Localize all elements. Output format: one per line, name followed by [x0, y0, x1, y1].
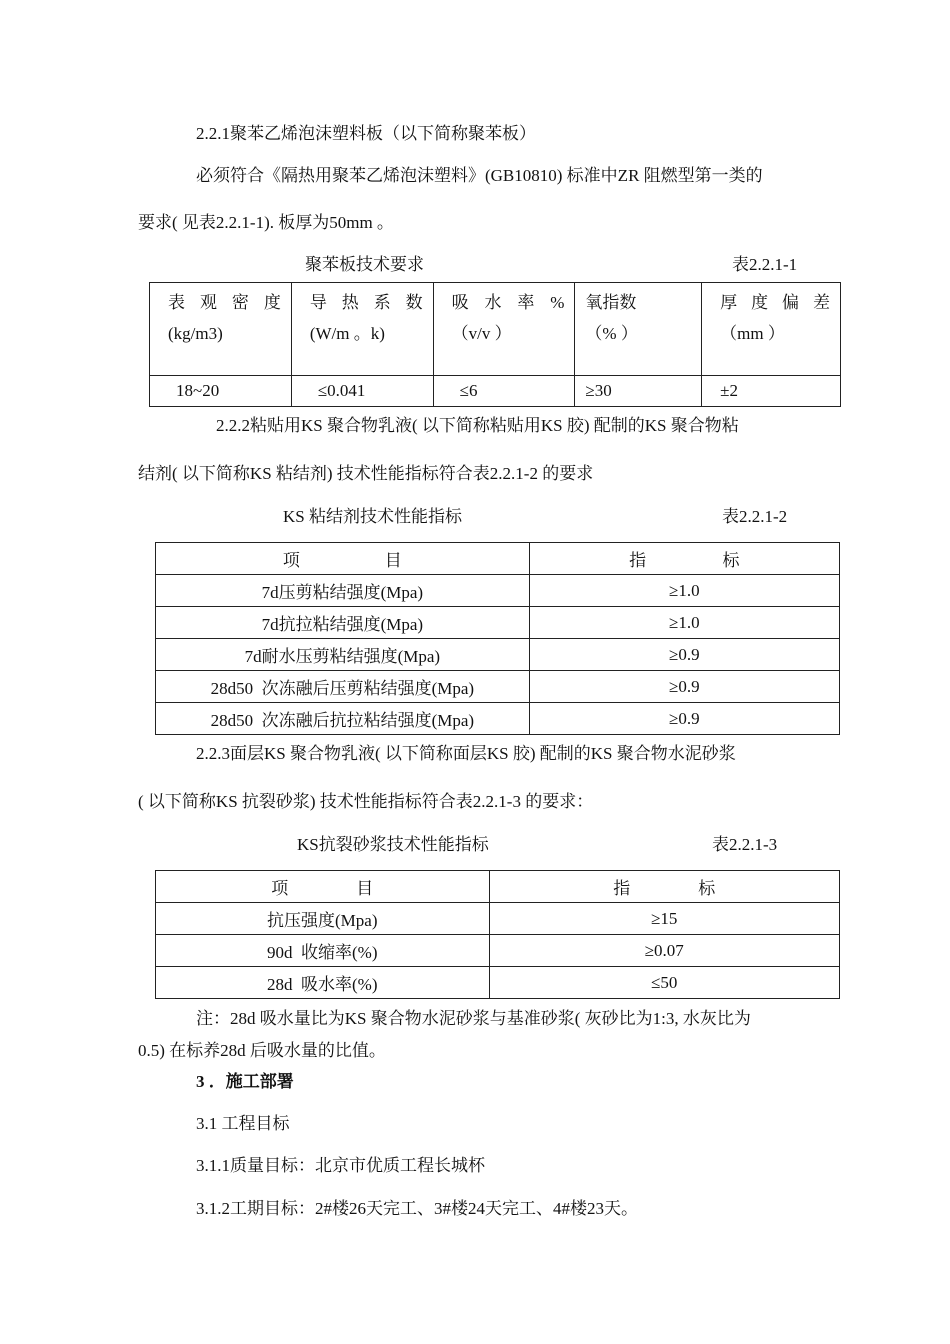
table1-value-conductivity: ≤0.041	[291, 376, 433, 407]
table1-caption: 聚苯板技术要求	[305, 255, 424, 274]
table1-header-density: 表观密度 (kg/m3)	[150, 283, 292, 376]
section-3-1-heading: 3.1 工程目标	[196, 1114, 290, 1133]
table2-value: ≥0.9	[529, 639, 839, 671]
para-2-2-1-line2: 要求( 见表2.2.1-1). 板厚为50mm 。	[138, 213, 394, 232]
note-line2: 0.5) 在标养28d 后吸水量的比值。	[138, 1041, 386, 1060]
table1-header-oxygen-index: 氧指数 （% ）	[575, 283, 702, 376]
table2-value: ≥1.0	[529, 575, 839, 607]
para-2-2-1-line1: 必须符合《隔热用聚苯乙烯泡沫塑料》(GB10810) 标准中ZR 阻燃型第一类的	[196, 166, 763, 185]
table1-header-thickness: 厚度偏差 （mm ）	[702, 283, 841, 376]
table1-value-thickness: ±2	[702, 376, 841, 407]
table-row	[156, 607, 840, 639]
table3-number: 表2.2.1-3	[712, 835, 778, 854]
table3-item: 90d 收缩率(%)	[156, 935, 490, 967]
table2-number: 表2.2.1-2	[722, 507, 788, 526]
table2-item: 28d50 次冻融后抗拉粘结强度(Mpa)	[156, 703, 530, 735]
table1-header-row	[150, 283, 841, 376]
table3-value: ≤50	[489, 967, 839, 999]
table2-item: 7d压剪粘结强度(Mpa)	[156, 575, 530, 607]
para-2-2-3-line1: 2.2.3面层KS 聚合物乳液( 以下简称面层KS 胶) 配制的KS 聚合物水泥砂浆	[196, 744, 736, 763]
table-ks-mortar-indicators	[155, 870, 840, 999]
para-2-2-2-line1: 2.2.2粘贴用KS 聚合物乳液( 以下简称粘贴用KS 胶) 配制的KS 聚合物粘	[216, 416, 739, 435]
table3-header-index: 指 标	[489, 871, 839, 903]
note-line1: 注：28d 吸水量比为KS 聚合物水泥砂浆与基准砂浆( 灰砂比为1:3, 水灰比为	[196, 1009, 751, 1028]
section-3-1-2-text: 3.1.2工期目标：2#楼26天完工、3#楼24天完工、4#楼23天。	[196, 1199, 638, 1218]
table3-item: 抗压强度(Mpa)	[156, 903, 490, 935]
para-2-2-2-line2: 结剂( 以下简称KS 粘结剂) 技术性能指标符合表2.2.1-2 的要求	[138, 464, 594, 483]
table3-header-item: 项 目	[156, 871, 490, 903]
table-row	[156, 575, 840, 607]
table1-data-row	[150, 376, 841, 407]
table3-item: 28d 吸水率(%)	[156, 967, 490, 999]
table2-value: ≥0.9	[529, 671, 839, 703]
table2-item: 7d抗拉粘结强度(Mpa)	[156, 607, 530, 639]
table1-header-absorption: 吸水率% （v/v ）	[433, 283, 575, 376]
table2-item: 28d50 次冻融后压剪粘结强度(Mpa)	[156, 671, 530, 703]
table-row	[156, 935, 840, 967]
table1-number: 表2.2.1-1	[732, 255, 798, 274]
section-3-heading: 3 ．施工部署	[196, 1072, 294, 1091]
table2-value: ≥0.9	[529, 703, 839, 735]
table2-caption: KS 粘结剂技术性能指标	[283, 507, 462, 526]
table-polystyrene-requirements	[149, 282, 841, 407]
para-2-2-1-title: 2.2.1聚苯乙烯泡沫塑料板（以下简称聚苯板）	[196, 124, 536, 143]
table-row	[156, 967, 840, 999]
table-row	[156, 903, 840, 935]
table3-caption: KS抗裂砂浆技术性能指标	[297, 835, 489, 854]
table2-header-item: 项 目	[156, 543, 530, 575]
table2-value: ≥1.0	[529, 607, 839, 639]
table1-value-absorption: ≤6	[433, 376, 575, 407]
table-row	[156, 671, 840, 703]
table2-item: 7d耐水压剪粘结强度(Mpa)	[156, 639, 530, 671]
table1-value-density: 18~20	[150, 376, 292, 407]
table2-header-index: 指 标	[529, 543, 839, 575]
table-row	[156, 639, 840, 671]
table3-header-row	[156, 871, 840, 903]
table-ks-adhesive-indicators	[155, 542, 840, 735]
para-2-2-3-line2: ( 以下简称KS 抗裂砂浆) 技术性能指标符合表2.2.1-3 的要求：	[138, 792, 594, 811]
table1-header-conductivity: 导热系数 (W/m 。k)	[291, 283, 433, 376]
table1-value-oxygen-index: ≥30	[575, 376, 702, 407]
section-3-1-1-text: 3.1.1质量目标：北京市优质工程长城杯	[196, 1156, 485, 1175]
table3-value: ≥0.07	[489, 935, 839, 967]
table2-header-row	[156, 543, 840, 575]
table3-value: ≥15	[489, 903, 839, 935]
table-row	[156, 703, 840, 735]
